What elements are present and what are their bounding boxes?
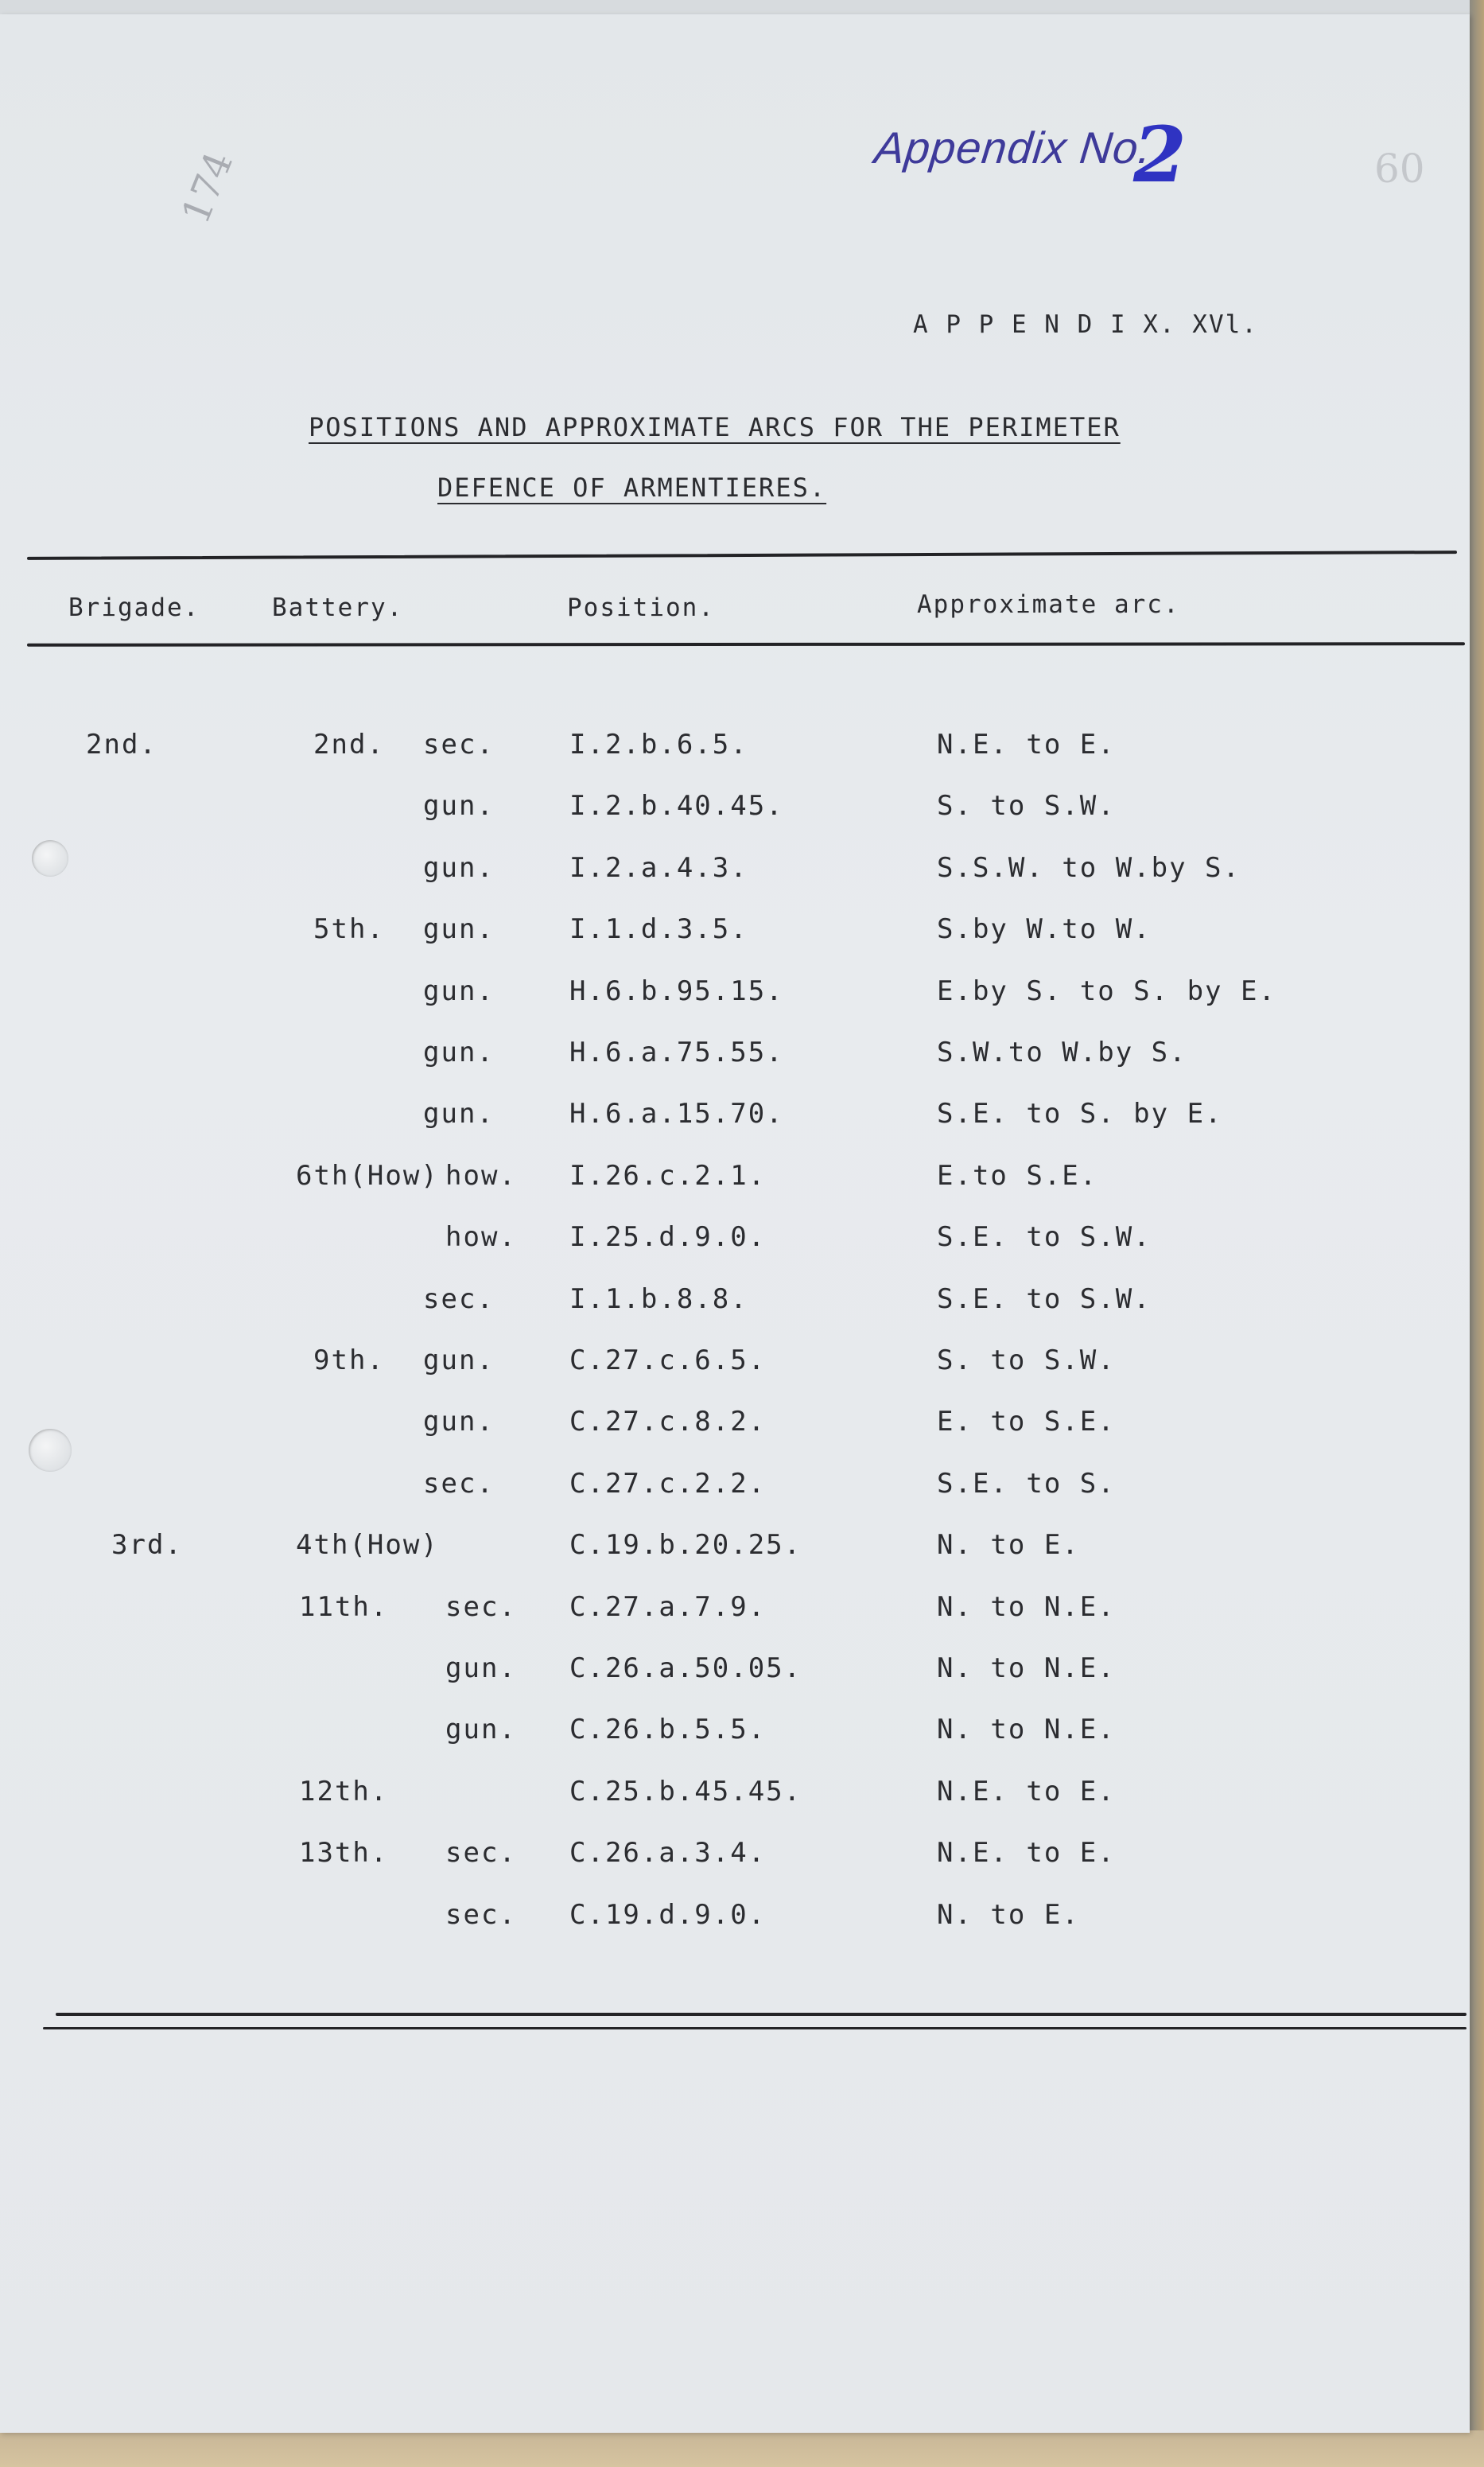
battery-cell: 9th. <box>313 1344 385 1376</box>
header-top-rule <box>27 551 1457 560</box>
column-header-position: Position. <box>567 593 715 622</box>
arc-cell: S.W.to W.by S. <box>937 1037 1187 1068</box>
unit-cell: sec. <box>423 1283 495 1315</box>
folio-number: 60 <box>1374 146 1425 192</box>
arc-cell: S.E. to S.W. <box>937 1283 1152 1315</box>
brigade-cell: 3rd. <box>111 1529 183 1561</box>
position-cell: I.2.b.6.5. <box>569 729 748 761</box>
column-header-battery: Battery. <box>272 593 404 622</box>
position-cell: C.26.b.5.5. <box>569 1714 767 1745</box>
appendix-stamp-number: 2 <box>1133 110 1187 200</box>
position-cell: C.26.a.50.05. <box>569 1652 802 1684</box>
column-header-brigade: Brigade. <box>68 593 200 622</box>
punch-hole-lower <box>29 1429 72 1472</box>
unit-cell: gun. <box>423 852 495 884</box>
arc-cell: S. to S.W. <box>937 1344 1116 1376</box>
title-line-2: DEFENCE OF ARMENTIERES. <box>437 473 827 503</box>
arc-cell: E.by S. to S. by E. <box>937 975 1276 1007</box>
arc-cell: N. to N.E. <box>937 1652 1116 1684</box>
appendix-stamp-label: Appendix No. <box>872 123 1155 173</box>
position-cell: H.6.a.75.55. <box>569 1037 784 1068</box>
arc-cell: S.E. to S. <box>937 1468 1116 1500</box>
unit-cell: gun. <box>423 1037 495 1068</box>
paper-sheet <box>0 14 1470 2433</box>
position-cell: C.25.b.45.45. <box>569 1776 802 1807</box>
unit-cell: gun. <box>423 913 495 945</box>
unit-cell: gun. <box>445 1714 517 1745</box>
title-line-1: POSITIONS AND APPROXIMATE ARCS FOR THE PERIMETER <box>309 412 1121 442</box>
arc-cell: E.to S.E. <box>937 1160 1098 1192</box>
arc-cell: E. to S.E. <box>937 1406 1116 1438</box>
arc-cell: N. to N.E. <box>937 1591 1116 1623</box>
position-cell: I.1.b.8.8. <box>569 1283 748 1315</box>
unit-cell: gun. <box>445 1652 517 1684</box>
folder-edge <box>1470 0 1484 2467</box>
punch-hole-upper <box>32 840 68 877</box>
unit-cell: how. <box>445 1221 517 1253</box>
arc-cell: N.E. to E. <box>937 1776 1116 1807</box>
unit-cell: gun. <box>423 1098 495 1130</box>
position-cell: C.27.c.6.5. <box>569 1344 767 1376</box>
brigade-cell: 2nd. <box>86 729 157 761</box>
position-cell: I.25.d.9.0. <box>569 1221 767 1253</box>
position-cell: C.19.b.20.25. <box>569 1529 802 1561</box>
arc-cell: N. to N.E. <box>937 1714 1116 1745</box>
battery-cell: 13th. <box>299 1837 389 1869</box>
arc-cell: S.E. to S.W. <box>937 1221 1152 1253</box>
pencil-archive-number: 174 <box>173 146 243 230</box>
battery-cell: 4th(How) <box>296 1529 439 1561</box>
position-cell: I.1.d.3.5. <box>569 913 748 945</box>
arc-cell: N.E. to E. <box>937 1837 1116 1869</box>
appendix-heading: A P P E N D I X. XVl. <box>913 310 1258 339</box>
unit-cell: gun. <box>423 975 495 1007</box>
arc-cell: S.by W.to W. <box>937 913 1152 945</box>
position-cell: C.27.c.2.2. <box>569 1468 767 1500</box>
column-header-approximate-arc: Approximate arc. <box>917 590 1180 619</box>
position-cell: C.27.a.7.9. <box>569 1591 767 1623</box>
unit-cell: sec. <box>445 1899 517 1931</box>
position-cell: H.6.b.95.15. <box>569 975 784 1007</box>
battery-cell: 11th. <box>299 1591 389 1623</box>
battery-cell: 5th. <box>313 913 385 945</box>
arc-cell: S.S.W. to W.by S. <box>937 852 1241 884</box>
arc-cell: N. to E. <box>937 1899 1080 1931</box>
unit-cell: how. <box>445 1160 517 1192</box>
unit-cell: sec. <box>423 729 495 761</box>
position-cell: I.26.c.2.1. <box>569 1160 767 1192</box>
position-cell: C.27.c.8.2. <box>569 1406 767 1438</box>
position-cell: I.2.a.4.3. <box>569 852 748 884</box>
battery-cell: 6th(How) <box>296 1160 439 1192</box>
unit-cell: sec. <box>423 1468 495 1500</box>
folder-bottom-edge <box>0 2430 1484 2467</box>
unit-cell: gun. <box>423 1406 495 1438</box>
arc-cell: N. to E. <box>937 1529 1080 1561</box>
arc-cell: S. to S.W. <box>937 790 1116 822</box>
footer-rule-top <box>56 2013 1467 2016</box>
unit-cell: gun. <box>423 1344 495 1376</box>
unit-cell: sec. <box>445 1837 517 1869</box>
footer-rule-bottom <box>43 2027 1467 2029</box>
position-cell: C.19.d.9.0. <box>569 1899 767 1931</box>
arc-cell: S.E. to S. by E. <box>937 1098 1223 1130</box>
unit-cell: sec. <box>445 1591 517 1623</box>
unit-cell: gun. <box>423 790 495 822</box>
position-cell: H.6.a.15.70. <box>569 1098 784 1130</box>
position-cell: I.2.b.40.45. <box>569 790 784 822</box>
arc-cell: N.E. to E. <box>937 729 1116 761</box>
position-cell: C.26.a.3.4. <box>569 1837 767 1869</box>
battery-cell: 12th. <box>299 1776 389 1807</box>
header-bottom-rule <box>27 642 1465 647</box>
battery-cell: 2nd. <box>313 729 385 761</box>
